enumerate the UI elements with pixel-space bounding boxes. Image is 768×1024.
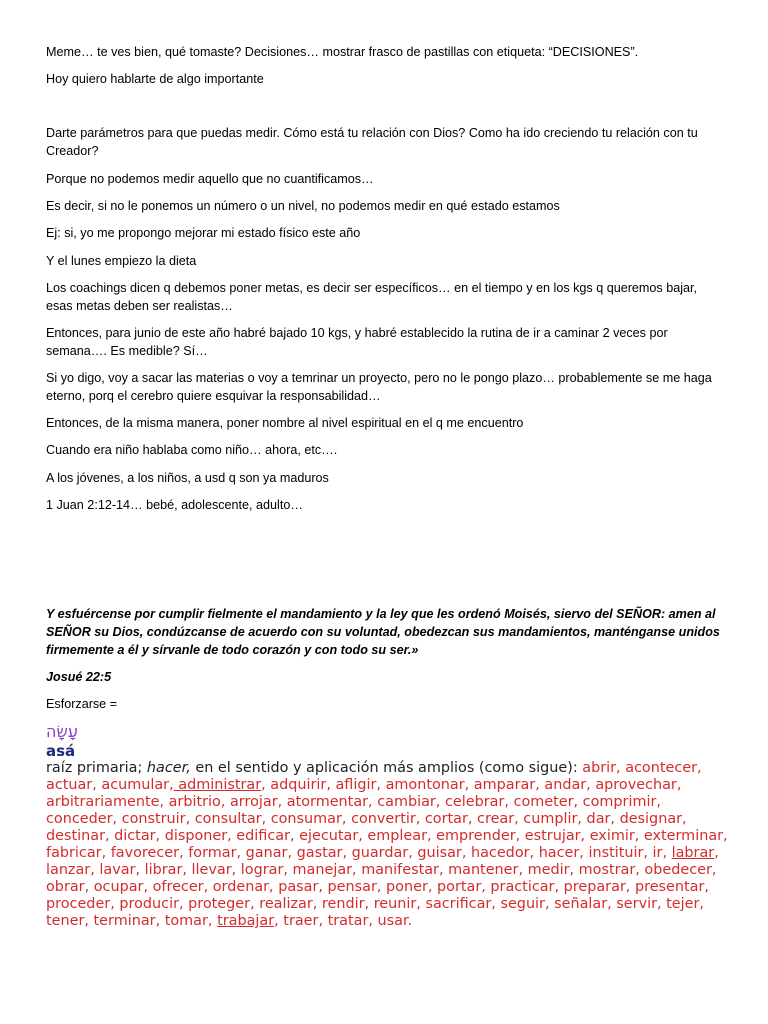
paragraph: Es decir, si no le ponemos un número o un nivel, no podemos medir en qué estado estamos: [46, 199, 560, 213]
meanings-list: [46, 760, 728, 929]
paragraph: Si yo digo, voy a sacar las materias o voy a temrinar un proyecto, pero no le pongo plazo… probablemente se me haga eterno, porq el cerebro quiere esquivar la responsabilidad…: [46, 371, 712, 403]
paragraph: Cuando era niño hablaba como niño… ahora, etc….: [46, 443, 338, 457]
paragraph: 1 Juan 2:12-14… bebé, adolescente, adulto…: [46, 498, 303, 512]
definition-intro-rest: en el sentido y aplicación más amplios (como sigue):: [190, 760, 583, 776]
meanings-part: , lanzar, lavar, librar, llevar, lograr, manejar, manifestar, mantener, medir, mostrar, obedecer, obrar, ocupar, ofrecer, ordenar, pasar, pensar, poner, portar, practicar, preparar, presentar, proceder, producir, proteger, realizar, rendir, reunir, sacrificar, seguir, señalar, servir, tejer, tener, terminar, tomar,: [46, 845, 719, 929]
paragraph: Entonces, para junio de este año habré bajado 10 kgs, y habré establecido la rutina de ir a caminar 2 veces por semana…. Es medible? Sí…: [46, 326, 668, 358]
paragraph: Darte parámetros para que puedas medir. Cómo está tu relación con Dios? Como ha ido creciendo tu relación con tu Creador?: [46, 126, 698, 158]
paragraph: Los coachings dicen q debemos poner metas, es decir ser específicos… en el tiempo y en los kgs q queremos bajar, esas metas deben ser realistas…: [46, 281, 698, 313]
paragraph: A los jóvenes, a los niños, a usd q son ya maduros: [46, 471, 329, 485]
meanings-part: , adquirir, afligir, amontonar, amparar, andar, aprovechar, arbitrariamente, arbitrio, arrojar, atormentar, cambiar, celebrar, cometer, comprimir, conceder, construir, consultar, consumar, convertir, cortar, crear, cumplir, dar, designar, destinar, dictar, disponer, edificar, ejecutar, emplear, emprender, estrujar, eximir, exterminar, fabricar, favorecer, formar, ganar, gastar, guardar, guisar, hacedor, hacer, instituir, ir,: [46, 777, 728, 861]
paragraph: Y el lunes empiezo la dieta: [46, 254, 197, 268]
hebrew-word: עָשָׂה: [46, 722, 78, 741]
bible-quote: Y esfuércense por cumplir fielmente el mandamiento y la ley que les ordenó Moisés, siervo del SEÑOR: amen al SEÑOR su Dios, condúzcanse de acuerdo con su voluntad, obedezcan sus mandamientos, manténganse unidos firmemente a él y sírvanle de todo corazón y con todo su ser.»: [46, 607, 720, 657]
paragraph: Entonces, de la misma manera, poner nombre al nivel espiritual en el q me encuentro: [46, 416, 524, 430]
definition-intro: raíz primaria;: [46, 760, 147, 776]
meanings-underlined: trabajar: [217, 913, 275, 929]
definition-intro-italic: hacer,: [146, 760, 191, 776]
transliteration: asá: [46, 742, 76, 760]
paragraph: Ej: si, yo me propongo mejorar mi estado físico este año: [46, 226, 361, 240]
meanings-underlined: labrar: [671, 845, 715, 861]
paragraph: Porque no podemos medir aquello que no cuantificamos…: [46, 172, 374, 186]
meanings-part: abrir, acontecer, actuar, acumular,: [46, 760, 702, 793]
word-definition: [46, 760, 736, 930]
bible-reference: Josué 22:5: [46, 670, 112, 684]
meanings-underlined: administrar: [173, 777, 262, 793]
paragraph: Hoy quiero hablarte de algo importante: [46, 72, 264, 86]
meanings-part: , traer, tratar, usar.: [274, 913, 413, 929]
esforzarse-label: Esforzarse =: [46, 697, 118, 711]
paragraph: Meme… te ves bien, qué tomaste? Decisiones… mostrar frasco de pastillas con etiqueta: “DECISIONES”.: [46, 45, 639, 59]
